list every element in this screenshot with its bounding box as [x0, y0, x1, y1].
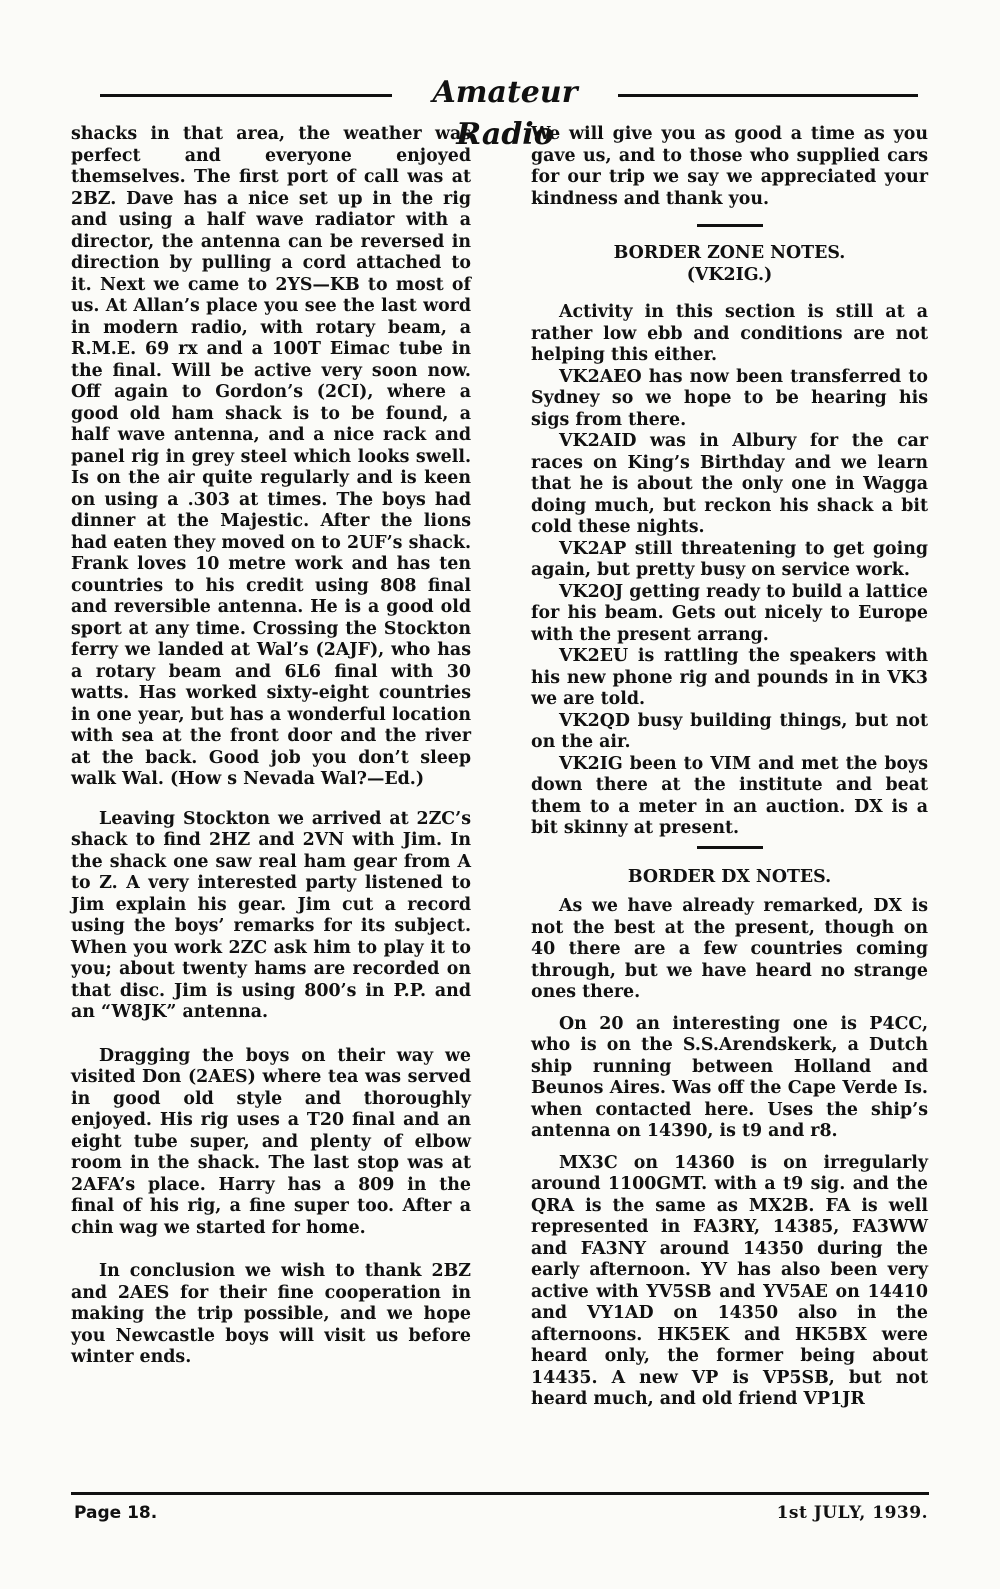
article-paragraph: Leaving Stockton we arrived at 2ZC’s shack to find 2HZ and 2VN with Jim. In the shack one saw real ham gear from A to Z. A very interested party listened to Jim explain his gear. Jim cut a record using the boys’ remarks for its subject. When you work 2ZC ask him to play it to you; about twenty hams are recorded on that disc. Jim is using 800’s in P.P. and an “W8JK” antenna.	[71, 808, 471, 1022]
left-column	[71, 124, 471, 1369]
article-paragraph: In conclusion we wish to thank 2BZ and 2AES for their fine cooperation in making the trip possible, and we hope you Newcastle boys will visit us before winter ends.	[71, 1261, 471, 1367]
article-paragraph: Dragging the boys on their way we visited Don (2AES) where tea was served in good old style and thoroughly enjoyed. His rig uses a T20 final and an eight tube super, and plenty of elbow room in the shack. The last stop was at 2AFA’s place. Harry has a 809 in the final of his rig, a fine super too. After a chin wag we started for home.	[71, 1045, 471, 1238]
news-paragraph: VK2EU is rattling the speakers with his new phone rig and pounds in in VK3 we are told.	[531, 646, 928, 709]
news-paragraph: VK2AEO has now been transferred to Sydney so we hope to be hearing his sigs from there.	[531, 366, 928, 430]
news-paragraph: On 20 an interesting one is P4CC, who is on the S.S.Arendskerk, a Dutch ship running between Holland and Beunos Aires. Was off the Cape Verde Is. when contacted here. Uses the ship’s antenna on 14390, is t9 and r8.	[531, 1013, 928, 1141]
news-paragraph: MX3C on 14360 is on irregularly around 1100GMT. with a t9 sig. and the QRA is the same as MX2B. FA is well represented in FA3RY, 14385, FA3WW and FA3NY around 14350 during the early afternoon. YV has also been very active with YV5SB and YV5AE on 14410 and VY1AD on 14350 also in the afternoons. HK5EK and HK5BX were heard only, the former being about 14435. A new VP is VP5SB, but not heard much, and old friend VP1JR	[531, 1152, 928, 1409]
article-paragraph: We will give you as good a time as you gave us, and to those who supplied cars for our trip we say we appreciated your kindness and thank you.	[531, 124, 928, 209]
news-paragraph: VK2OJ getting ready to build a lattice for his beam. Gets out nicely to Europe with the present arrang.	[531, 581, 928, 645]
masthead-rule-right	[618, 94, 918, 97]
news-paragraph: VK2IG been to VIM and met the boys down there at the institute and beat them to a meter in an auction. DX is a bit skinny at present.	[531, 753, 928, 838]
news-paragraph: VK2AP still threatening to get going again, but pretty busy on service work.	[531, 538, 928, 580]
spacer	[531, 286, 928, 302]
right-column	[531, 124, 928, 1411]
masthead	[100, 72, 918, 152]
news-paragraph: As we have already remarked, DX is not the best at the present, though on 40 there are a few countries coming through, but we have heard no strange ones there.	[531, 896, 928, 1002]
spacer	[531, 888, 928, 896]
section-divider	[697, 224, 763, 227]
section-divider	[697, 846, 763, 849]
news-paragraph: VK2QD busy building things, but not on the air.	[531, 710, 928, 752]
masthead-rule-left	[100, 94, 392, 97]
footer-rule	[71, 1492, 929, 1495]
page-number: Page 18.	[74, 1503, 158, 1523]
news-paragraph: VK2AID was in Albury for the car races on King’s Birthday and we learn that he is about the only one in Wagga doing much, but reckon his shack a bit cold these nights.	[531, 431, 928, 537]
issue-date: 1st JULY, 1939.	[776, 1503, 928, 1523]
article-paragraph: shacks in that area, the weather was perfect and everyone enjoyed themselves. The first port of call was at 2BZ. Dave has a nice set up in the rig and using a half wave radiator with a director, the antenna can be reversed in direction by pulling a cord attached to it. Next we came to 2YS—KB to most of us. At Allan’s place you see the last word in modern radio, with rotary beam, a R.M.E. 69 rx and a 100T Eimac tube in the final. Will be active very soon now. Off again to Gordon’s (2CI), where a good old ham shack is to be found, a half wave antenna, and a nice rack and panel rig in grey steel which looks swell. Is on the air quite regularly and is keen on using a .303 at times. The boys had dinner at the Majestic. After the lions had eaten they moved on to 2UF’s shack. Frank loves 10 metre work and has ten countries to his credit using 808 final and reversible antenna. He is a good old sport at any time. Crossing the Stockton ferry we landed at Wal’s (2AJF), who has a rotary beam and 6L6 final with 30 watts. Has worked sixty-eight countries in one year, but has a wonderful location with sea at the front door and the river at the back. Good job you don’t sleep walk Wal. (How s Nevada Wal?—Ed.)	[71, 124, 471, 789]
section-heading-border-dx: BORDER DX NOTES.	[627, 866, 832, 887]
masthead-logo: Amateur Radio	[432, 75, 578, 152]
section-heading-border-zone: BORDER ZONE NOTES.	[613, 243, 846, 263]
news-paragraph: Activity in this section is still at a rather low ebb and conditions are not helping this either.	[531, 302, 928, 365]
section-subheading-border-zone: (VK2IG.)	[686, 264, 773, 285]
